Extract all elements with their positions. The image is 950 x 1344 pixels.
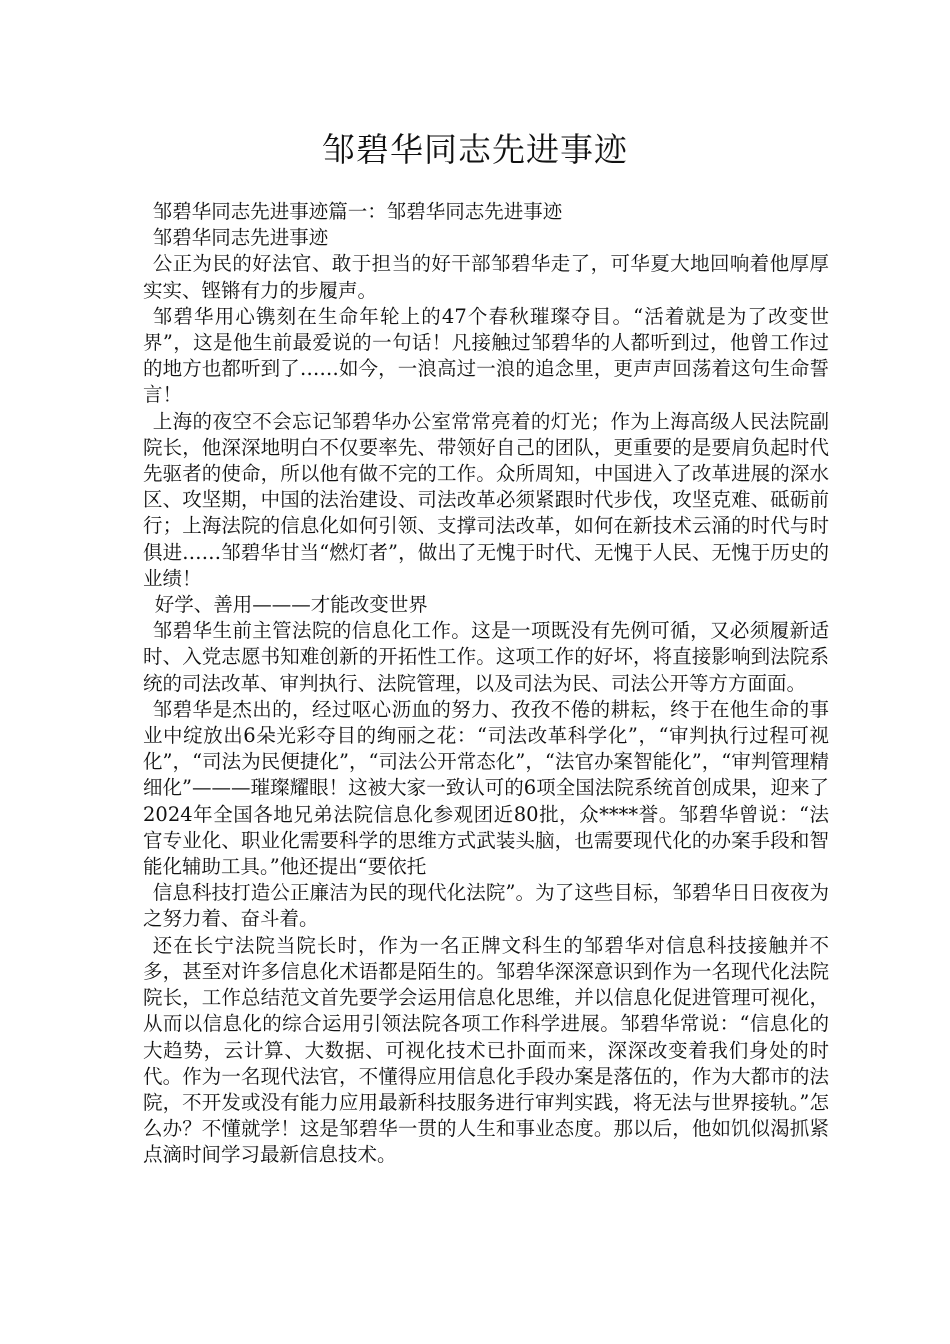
section-heading: 好学、善用———才能改变世界 — [154, 593, 428, 617]
paragraph: 邹碧华是杰出的，经过呕心沥血的努力、孜孜不倦的耕耘，终于在他生命的事业中绽放出6朵光彩夺目的绚丽之花：“司法改革科学化”，“审判执行过程可视化”，“司法为民便捷化”，“司法公开常态化”，“法官办案智能化”，“审判管理精细化”———璀璨耀眼！这被大家一致认可的6项全国法院系统首创成果，迎来了2024年全国各地兄弟法院信息化参观团近80批，众****誉。邹碧华曾说：“法官专业化、职业化需要科学的思维方式武装头脑，也需要现代化的办案手段和智能化辅助工具。”他还提出“要依托 — [143, 697, 829, 879]
paragraph: 还在长宁法院当院长时，作为一名正牌文科生的邹碧华对信息科技接触并不多，甚至对许多信息化术语都是陌生的。邹碧华深深意识到作为一名现代化法院院长，工作总结范文首先要学会运用信息化思维，并以信息化促进管理可视化，从而以信息化的综合运用引领法院各项工作科学进展。邹碧华常说：“信息化的大趋势，云计算、大数据、可视化技术已扑面而来，深深改变着我们身处的时代。作为一名现代法官，不懂得应用信息化手段办案是落伍的，作为大都市的法院，不开发或没有能力应用最新科技服务进行审判实践，将无法与世界接轨。”怎么办？不懂就学！这是邹碧华一贯的人生和事业态度。那以后，他如饥似渴抓紧点滴时间学习最新信息技术。 — [143, 933, 829, 1167]
paragraph: 上海的夜空不会忘记邹碧华办公室常常亮着的灯光；作为上海高级人民法院副院长，他深深地明白不仅要率先、带领好自己的团队，更重要的是要肩负起时代先驱者的使命，所以他有做不完的工作。众所周知，中国进入了改革进展的深水区、攻坚期，中国的法治建设、司法改革必须紧跟时代步伐，攻坚克难、砥砺前行；上海法院的信息化如何引领、支撑司法改革，如何在新技术云涌的时代与时俱进……邹碧华甘当“燃灯者”，做出了无愧于时代、无愧于人民、无愧于历史的业绩！ — [143, 409, 829, 590]
document-title: 邹碧华同志先进事迹 — [322, 130, 628, 169]
paragraph: 邹碧华用心镌刻在生命年轮上的47个春秋璀璨夺目。“活着就是为了改变世界”，这是他生前最爱说的一句话！凡接触过邹碧华的人都听到过，他曾工作过的地方也都听到了……如今，一浪高过一浪的追念里，更声声回荡着这句生命誓言！ — [143, 304, 829, 407]
paragraph-subtitle: 邹碧华同志先进事迹篇一：邹碧华同志先进事迹 — [152, 200, 563, 223]
paragraph: 信息科技打造公正廉洁为民的现代化法院”。为了这些目标，邹碧华日日夜夜为之努力着、奋斗着。 — [143, 881, 829, 931]
paragraph-section-title: 邹碧华同志先进事迹 — [152, 226, 329, 250]
document-body — [143, 199, 829, 1169]
paragraph: 公正为民的好法官、敢于担当的好干部邹碧华走了，可华夏大地回响着他厚厚实实、铿锵有力的步履声。 — [143, 252, 829, 302]
paragraph: 邹碧华生前主管法院的信息化工作。这是一项既没有先例可循，又必须履新适时、入党志愿书知难创新的开拓性工作。这项工作的好坏，将直接影响到法院系统的司法改革、审判执行、法院管理，以及司法为民、司法公开等方方面面。 — [143, 619, 829, 695]
